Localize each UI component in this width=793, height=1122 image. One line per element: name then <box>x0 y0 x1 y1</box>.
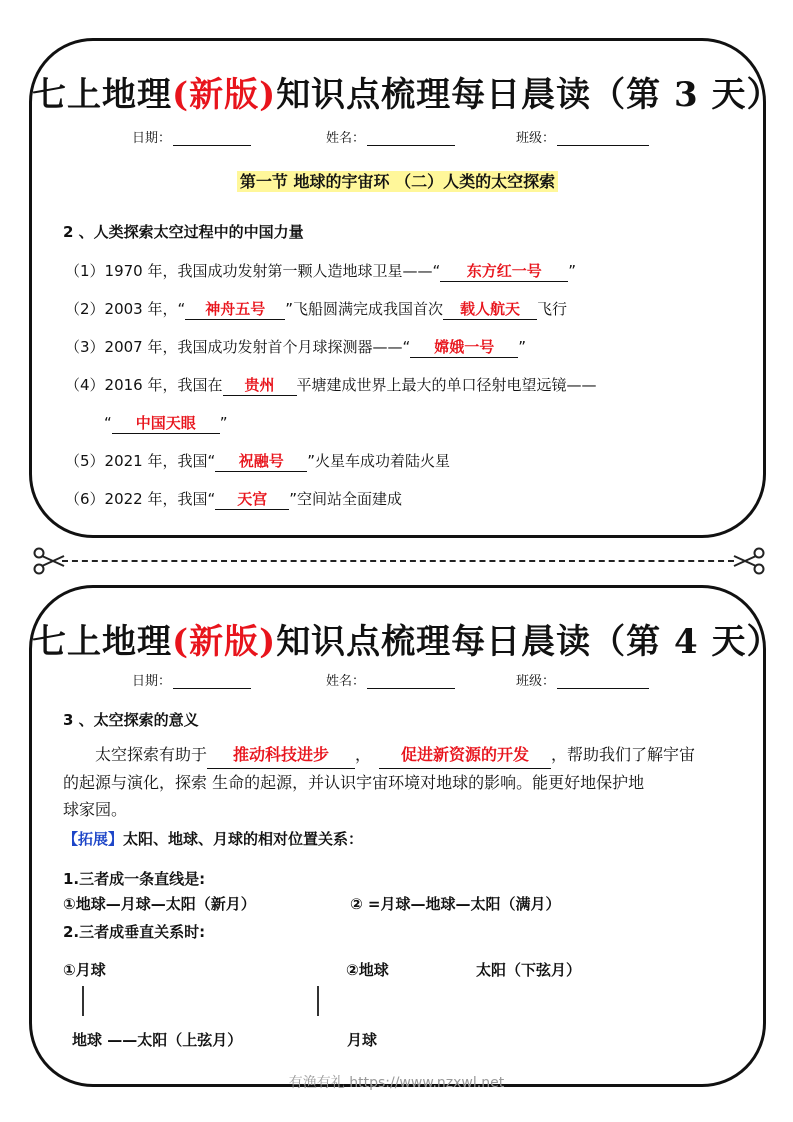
name-label: 姓名： <box>326 674 366 689</box>
day4-title-red: (新版) <box>172 622 277 662</box>
watermark: 有渔有礼 https://www.nzxwl.net <box>288 1075 505 1091</box>
perp-b-connector <box>317 986 319 1016</box>
answer-blank: 神舟五号 <box>185 298 285 320</box>
day3-section-heading <box>32 169 763 192</box>
straight-line-a: ①地球—月球—太阳（新月） <box>63 895 256 913</box>
date-label: 日期： <box>132 674 172 689</box>
answer-blank: 贵州 <box>223 374 297 396</box>
straight-line-title: 1.三者成一条直线是: <box>63 870 206 888</box>
answer-blank: 天宫 <box>215 488 289 510</box>
class-label: 班级： <box>516 131 556 146</box>
day3-title-red: (新版) <box>172 75 277 115</box>
paragraph-line: 的起源与演化，探索 生命的起源，并认识宇宙环境对地球的影响。能更好地保护地 <box>63 773 645 792</box>
day3-title-suffix: 知识点梳理每日晨读（第 3 天） <box>276 75 782 115</box>
day3-subheading: 2 、人类探索太空过程中的中国力量 <box>63 223 304 241</box>
day3-name-field <box>326 127 455 146</box>
item-2021: （5）2021 年，我国“ 祝融号 ”火星车成功着陆火星 <box>65 452 451 470</box>
day4-subheading: 3 、太空探索的意义 <box>63 711 199 729</box>
perpendicular-title: 2.三者成垂直关系时: <box>63 923 206 941</box>
answer-blank: 祝融号 <box>215 450 307 472</box>
scissors-icon <box>732 546 766 576</box>
perp-a-connector <box>82 986 84 1016</box>
item-2003: （2）2003 年，“ 神舟五号 ”飞船圆满完成我国首次 载人航天 飞行 <box>65 300 568 318</box>
item-2016-cont: “ 中国天眼 ” <box>104 414 228 432</box>
perp-b-bottom: 月球 <box>347 1031 378 1049</box>
paragraph-line: 球家园。 <box>63 800 128 819</box>
day4-class-field <box>516 670 649 689</box>
class-label: 班级： <box>516 674 556 689</box>
answer-blank: 东方红一号 <box>440 260 568 282</box>
extension-heading <box>63 828 363 849</box>
extension-text: 太阳、地球、月球的相对位置关系： <box>123 830 364 848</box>
day3-date-field <box>132 127 251 146</box>
significance-paragraph: 太空探索有助于 推动科技进步 ， 促进新资源的开发 ，帮助我们了解宇宙 的起源与演化，探索 生命的起源，并认识宇宙环境对地球的影响。能更好地保护地 球家园。 <box>63 741 743 823</box>
perp-a-top: ①月球 <box>63 961 106 979</box>
day4-card <box>29 585 782 1087</box>
day3-class-field <box>516 127 649 146</box>
day3-title-prefix: 七上地理 <box>32 75 172 115</box>
straight-line-b: ② =月球—地球—太阳（满月） <box>350 895 561 913</box>
answer-blank: 嫦娥一号 <box>410 336 518 358</box>
day4-title-prefix: 七上地理 <box>32 622 172 662</box>
day4-date-field <box>132 670 251 689</box>
perp-b-top: ②地球 <box>346 961 389 979</box>
day4-title-suffix: 知识点梳理每日晨读（第 4 天） <box>276 622 782 662</box>
date-label: 日期： <box>132 131 172 146</box>
day4-name-field <box>326 670 455 689</box>
cut-line <box>62 560 734 562</box>
scissors-icon <box>32 546 66 576</box>
day3-card <box>29 38 782 538</box>
item-2007: （3）2007 年，我国成功发射首个月球探测器——“ 嫦娥一号 ” <box>65 338 527 356</box>
answer-blank: 载人航天 <box>443 298 537 320</box>
item-2016: （4）2016 年，我国在 贵州 平塘建成世界上最大的单口径射电望远镜—— <box>65 376 597 394</box>
perp-a-bottom: 地球 ——太阳（上弦月） <box>72 1031 243 1049</box>
answer-blank: 推动科技进步 <box>207 741 355 769</box>
day3-title <box>32 67 782 116</box>
extension-bracket: 【拓展】 <box>63 830 124 848</box>
item-2022: （6）2022 年，我国“ 天宫 ”空间站全面建成 <box>65 490 403 508</box>
section-heading-text: 第一节 地球的宇宙环 （二）人类的太空探索 <box>237 171 558 192</box>
day4-title <box>32 614 782 663</box>
perp-b-right: 太阳（下弦月） <box>476 961 582 979</box>
item-1970: （1）1970 年，我国成功发射第一颗人造地球卫星——“ 东方红一号 ” <box>65 262 577 280</box>
answer-blank: 中国天眼 <box>112 412 220 434</box>
answer-blank: 促进新资源的开发 <box>379 741 551 769</box>
name-label: 姓名： <box>326 131 366 146</box>
